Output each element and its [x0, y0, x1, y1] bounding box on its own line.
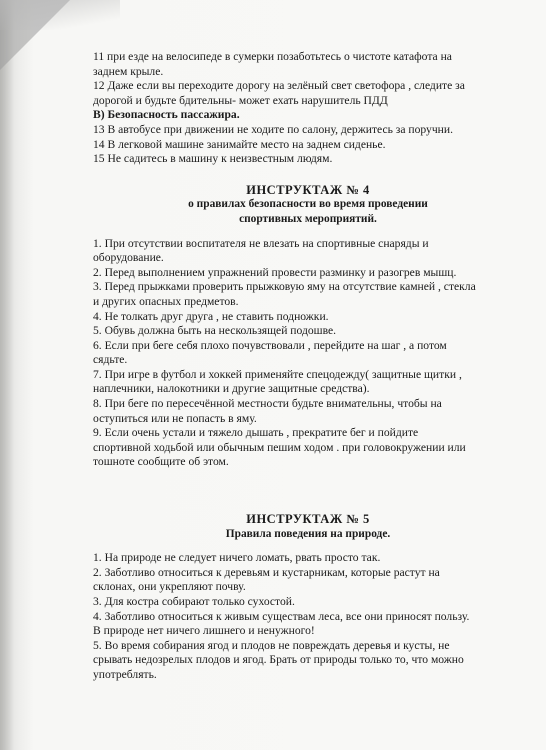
rule-line: 2. Перед выполнением упражнений провести разминку и разогрев мышц.	[93, 265, 457, 279]
rule-line: употреблять.	[93, 667, 157, 681]
rule-line: оступиться или не попасть в яму.	[93, 411, 257, 425]
rule-line: 8. При беге по пересечённой местности будьте внимательны, чтобы на	[93, 397, 442, 411]
rule-line: 1. На природе не следует ничего ломать, рвать просто так.	[93, 551, 381, 565]
rule-line: 4. Заботливо относиться к живым существам леса, все они приносят пользу.	[93, 609, 470, 623]
rule-line: 1. При отсутствии воспитателя не влезать на спортивные снаряды и	[93, 236, 429, 250]
instruction-4-section	[93, 183, 523, 470]
rule-line: 9. Если очень устали и тяжело дышать , прекратите бег и пойдите	[93, 426, 419, 440]
rule-line: склонах, они укрепляют почву.	[93, 580, 246, 594]
text-line: заднем крыле.	[93, 64, 164, 78]
traffic-rules-section	[93, 50, 523, 167]
text-line: 14 В легковой машине занимайте место на заднем сиденье.	[93, 137, 386, 151]
rule-line: оборудование.	[93, 251, 164, 265]
instruction-5-subtitle: Правила поведения на природе.	[225, 527, 391, 540]
rule-line: 7. При игре в футбол и хоккей применяйте спецодежду( защитные щитки ,	[93, 367, 462, 381]
rule-line: 5. Обувь должна быть на нескользящей подошве.	[93, 324, 337, 338]
text-line: 15 Не садитесь в машину к неизвестным людям.	[93, 152, 333, 166]
rule-line: 3. Для костра собирают только сухостой.	[93, 595, 295, 608]
text-line: 11 при езде на велосипеде в сумерки позаботьтесь о чистоте катафота на	[93, 50, 452, 63]
rule-line: спортивной ходьбой или обычным пешим ходом . при головокружении или	[93, 440, 466, 454]
rule-line: тошноте сообщите об этом.	[93, 455, 229, 469]
instruction-4-subtitle: спортивных мероприятий.	[239, 212, 377, 225]
rule-line: 5. Во время собирания ягод и плодов не повреждать деревья и кусты, не	[93, 638, 450, 652]
instruction-5-section	[93, 512, 523, 683]
instruction-4-subtitle: о правилах безопасности во время проведении	[188, 198, 428, 211]
page-corner-shadow	[0, 0, 120, 30]
text-line: дорогой и будьте бдительны- может ехать нарушитель ПДД	[93, 93, 388, 107]
rule-line: 3. Перед прыжками проверить прыжковую яму на отсутствие камней , стекла	[93, 280, 476, 294]
rule-line: срывать недозрелых плодов и ягод. Брать от природы только то, что можно	[93, 653, 464, 667]
rule-line: и других опасных предметов.	[93, 294, 239, 308]
text-line: 13 В автобусе при движении не ходите по салону, держитесь за поручни.	[93, 122, 453, 136]
rule-line: 4. Не толкать друг друга , не ставить подножки.	[93, 309, 329, 323]
instruction-4-title: ИНСТРУКТАЖ № 4	[246, 182, 370, 197]
rule-line: 6. Если при беге себя плохо почувствовали , перейдите на шаг , а потом	[93, 338, 447, 352]
rule-line: В природе нет ничего лишнего и ненужного!	[93, 624, 315, 638]
rule-line: сядьте.	[93, 353, 128, 367]
rule-line: 2. Заботливо относиться к деревьям и кустарникам, которые растут на	[93, 565, 440, 579]
text-line: 12 Даже если вы переходите дорогу на зелёный свет светофора , следите за	[93, 79, 465, 93]
document-body	[93, 50, 523, 683]
instruction-5-title: ИНСТРУКТАЖ № 5	[246, 512, 370, 527]
page-edge-shadow	[0, 0, 14, 750]
rule-line: наплечники, налокотники и другие защитные средства).	[93, 382, 370, 396]
passenger-safety-heading: В) Безопасность пассажира.	[93, 108, 240, 122]
